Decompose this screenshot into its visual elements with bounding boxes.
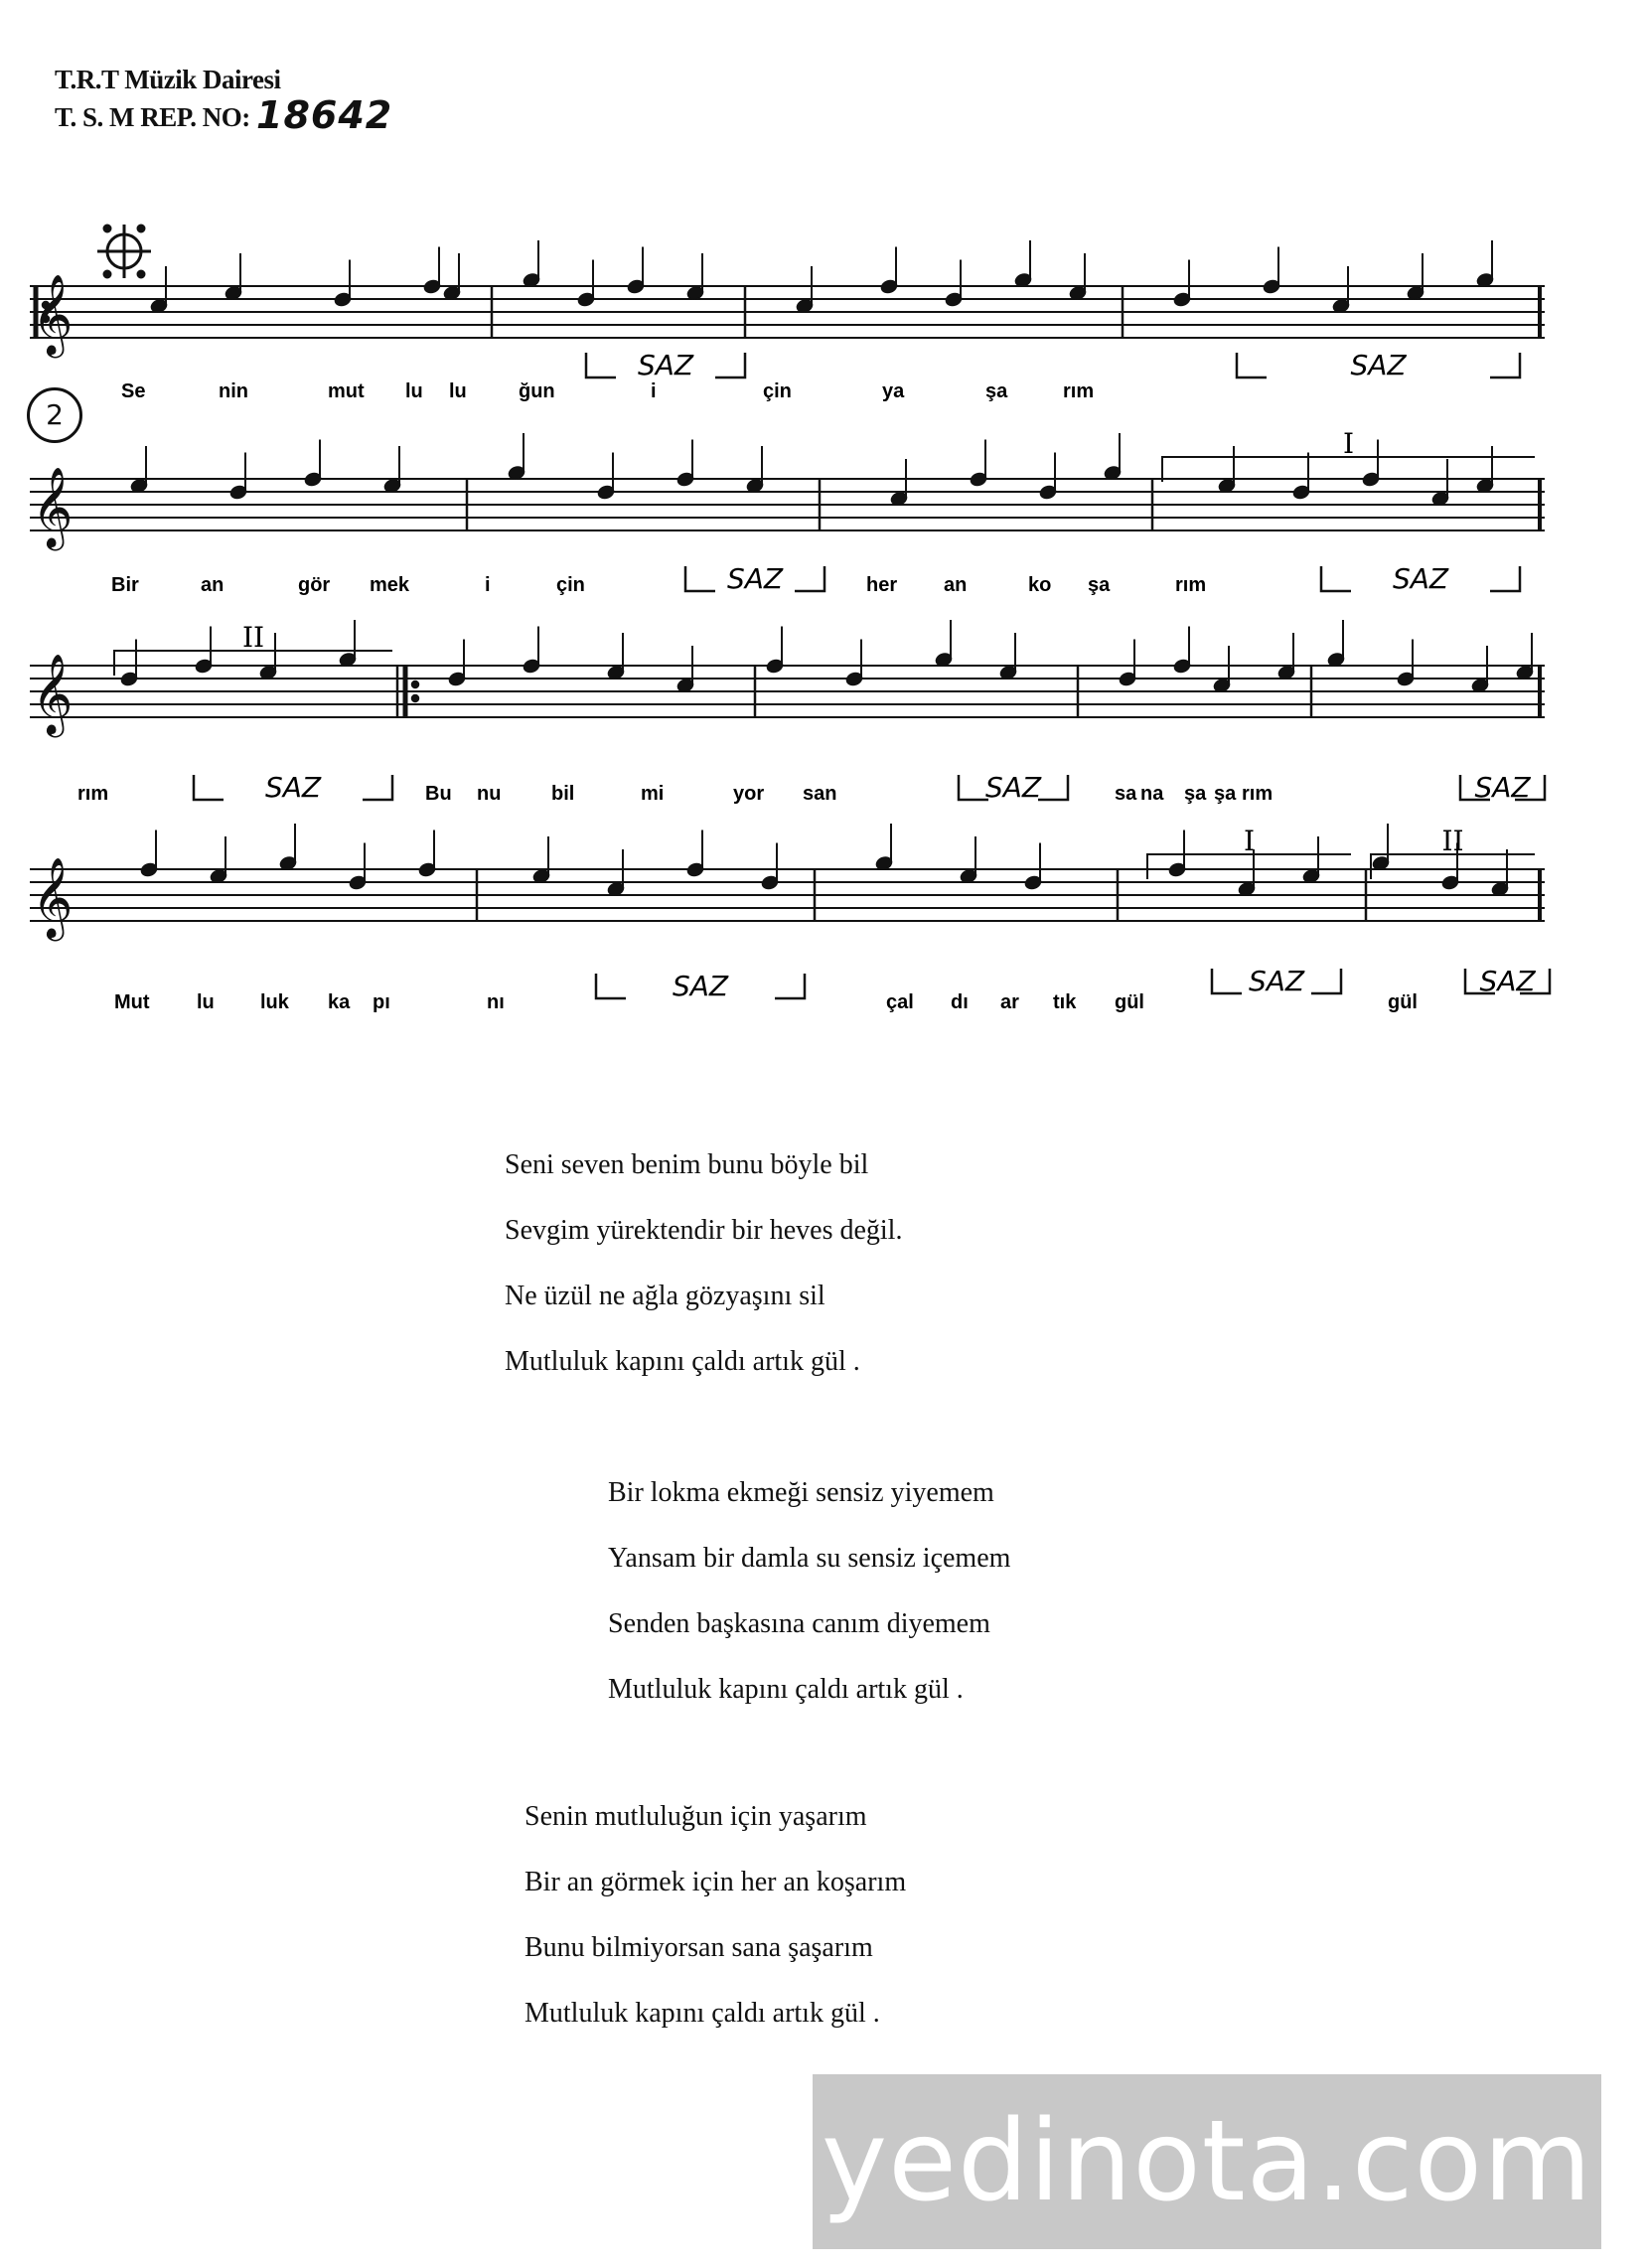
lyric-syllable: an [201, 574, 225, 596]
note [889, 459, 908, 507]
svg-text:SAZ: SAZ [637, 349, 694, 381]
lyric-syllable: Mut [114, 991, 150, 1013]
note [382, 446, 401, 494]
lyric-line: Ne üzül ne ağla gözyaşını sil [505, 1281, 825, 1311]
header-rep-line [55, 93, 393, 137]
saz-markers [114, 349, 1550, 1002]
lyric-syllable: ko [1028, 574, 1052, 596]
note [1331, 266, 1350, 314]
saz-marker [959, 771, 1068, 804]
page-number-badge: 2 [27, 387, 82, 443]
note [1212, 646, 1231, 693]
lyric-line: Sevgim yürektendir bir heves değil. [505, 1215, 903, 1246]
svg-text:SAZ: SAZ [726, 562, 784, 595]
lyric-syllable: gül [1115, 991, 1144, 1013]
saz-marker [194, 771, 392, 804]
lyric-syllable: ar [1000, 991, 1019, 1013]
note [278, 824, 297, 871]
svg-text:SAZ: SAZ [672, 970, 729, 1002]
note [596, 453, 615, 501]
note [1406, 253, 1424, 301]
lyric-line: Mutluluk kapını çaldı artık gül . [608, 1674, 964, 1705]
svg-text:I: I [1243, 825, 1256, 857]
lyrics-stanza-3 [525, 1784, 906, 2046]
note [228, 453, 247, 501]
note [1172, 260, 1191, 308]
note [522, 240, 540, 288]
header-department: T.R.T Müzik Dairesi [55, 65, 281, 94]
note [685, 253, 704, 301]
note [1023, 843, 1042, 891]
note [1430, 459, 1449, 507]
note [1013, 240, 1032, 288]
lyric-line: Senin mutluluğun için yaşarım [525, 1801, 867, 1832]
header-rep-number: 18642 [256, 93, 393, 137]
note [1103, 433, 1122, 481]
note [959, 836, 977, 884]
note [531, 836, 550, 884]
saz-marker [685, 562, 824, 595]
svg-text:II: II [1441, 825, 1464, 857]
svg-text:SAZ: SAZ [1392, 562, 1449, 595]
svg-text:SAZ: SAZ [1479, 965, 1536, 997]
svg-text:I: I [1342, 427, 1355, 460]
volta-bracket [1162, 427, 1535, 482]
note [139, 831, 158, 878]
lyric-line: Yansam bir damla su sensiz içemem [608, 1543, 1011, 1574]
lyric-syllable: dı [951, 991, 969, 1013]
note [224, 253, 242, 301]
note [1118, 640, 1136, 687]
lyric-line: Bir lokma ekmeği sensiz yiyemem [608, 1477, 994, 1508]
lyric-syllable: şa [1214, 783, 1237, 805]
document-header [55, 62, 392, 135]
note [119, 640, 138, 687]
lyric-syllable: i [485, 574, 491, 596]
svg-text:𝄞: 𝄞 [32, 273, 74, 355]
lyric-syllable: Bu [425, 783, 452, 805]
note [1217, 446, 1236, 494]
note [507, 433, 525, 481]
note [348, 843, 367, 891]
note [1291, 453, 1310, 501]
lyric-syllable: na [1140, 783, 1164, 805]
lyric-line: Senden başkasına canım diyemem [608, 1608, 990, 1639]
note [576, 260, 595, 308]
note [1301, 836, 1320, 884]
segno-sign [97, 225, 151, 278]
lyric-syllable: şa [1088, 574, 1111, 596]
svg-text:𝄞: 𝄞 [32, 653, 74, 734]
note [934, 620, 953, 668]
lyric-syllable: şa [1184, 783, 1207, 805]
lyric-syllable: bil [551, 783, 575, 805]
lyric-syllable: rım [1175, 574, 1207, 596]
lyric-syllable: san [803, 783, 837, 805]
lyric-syllable: i [651, 380, 657, 402]
note [1490, 849, 1509, 897]
lyrics-stanza-2 [608, 1460, 1010, 1723]
lyric-syllable: her [866, 574, 898, 596]
saz-marker [1212, 965, 1341, 997]
note [606, 633, 625, 680]
saz-marker [596, 970, 805, 1002]
note [675, 646, 694, 693]
saz-marker [1321, 562, 1520, 595]
lyric-syllable: ka [328, 991, 351, 1013]
lyric-syllable: mi [641, 783, 665, 805]
note [149, 266, 168, 314]
lyric-syllable: nin [219, 380, 248, 402]
note [795, 266, 814, 314]
lyric-line: Bir an görmek için her an koşarım [525, 1867, 907, 1897]
note [969, 440, 987, 488]
note [333, 260, 352, 308]
note [844, 640, 863, 687]
lyric-syllable: mek [370, 574, 410, 596]
note [1475, 446, 1494, 494]
volta-bracket [114, 621, 392, 676]
note [765, 627, 784, 675]
saz-marker [1460, 771, 1545, 804]
svg-text:SAZ: SAZ [264, 771, 322, 804]
note [874, 824, 893, 871]
note [1038, 453, 1057, 501]
note [1262, 247, 1280, 295]
lyric-syllable: rım [1063, 380, 1095, 402]
svg-text:SAZ: SAZ [1248, 965, 1305, 997]
header-rep-label: T. S. M REP. NO: [55, 102, 250, 132]
note [129, 446, 148, 494]
lyric-line: Bunu bilmiyorsan sana şaşarım [525, 1932, 873, 1963]
note [1361, 440, 1380, 488]
note [685, 831, 704, 878]
note [944, 260, 963, 308]
note [675, 440, 694, 488]
lyric-syllable: çin [556, 574, 585, 596]
lyric-line: Mutluluk kapını çaldı artık gül . [505, 1346, 860, 1377]
saz-marker [1237, 349, 1520, 381]
note [1396, 640, 1415, 687]
note [998, 633, 1017, 680]
lyric-syllable: nı [487, 991, 505, 1013]
lyric-syllable: Bir [111, 574, 139, 596]
note [447, 640, 466, 687]
note [1371, 824, 1390, 871]
lyric-syllable: tık [1053, 991, 1077, 1013]
lyrics-stanza-1 [505, 1133, 902, 1395]
note [1470, 646, 1489, 693]
note [209, 836, 227, 884]
note [338, 620, 357, 668]
lyric-syllable: rım [77, 783, 109, 805]
note [422, 247, 441, 295]
note [303, 440, 322, 488]
lyric-syllable: çin [763, 380, 792, 402]
lyric-syllable: pı [373, 991, 390, 1013]
note [417, 831, 436, 878]
note [745, 446, 764, 494]
lyric-syllable: Se [121, 380, 146, 402]
note [1068, 253, 1087, 301]
lyric-syllable: luk [260, 991, 289, 1013]
lyric-syllable: nu [477, 783, 502, 805]
saz-marker [1465, 965, 1550, 997]
note [606, 849, 625, 897]
lyric-line: Seni seven benim bunu böyle bil [505, 1149, 869, 1180]
note [760, 843, 779, 891]
svg-text:𝄞: 𝄞 [32, 466, 74, 547]
note [879, 247, 898, 295]
note [626, 247, 645, 295]
lyric-syllable: şa [985, 380, 1008, 402]
svg-text:𝄞: 𝄞 [32, 856, 74, 938]
note [442, 253, 461, 301]
lyric-line: Mutluluk kapını çaldı artık gül . [525, 1998, 880, 2029]
note [1475, 240, 1494, 288]
lyric-syllable: an [944, 574, 968, 596]
note [1172, 627, 1191, 675]
lyric-syllable: rım [1242, 783, 1274, 805]
note [1276, 633, 1295, 680]
treble-clefs [32, 273, 73, 941]
lyric-syllable: lu [449, 380, 467, 402]
lyric-syllable: lu [405, 380, 423, 402]
lyric-syllable: mut [328, 380, 365, 402]
volta-bracket [1371, 825, 1535, 879]
note [1326, 620, 1345, 668]
lyric-syllable: sa [1115, 783, 1137, 805]
watermark: yedinota.com [813, 2074, 1601, 2249]
svg-text:II: II [241, 621, 265, 654]
lyric-syllable: ğun [519, 380, 555, 402]
note [522, 627, 540, 675]
lyric-syllable: çal [886, 991, 914, 1013]
lyric-syllables [77, 380, 1418, 1013]
svg-text:SAZ: SAZ [984, 771, 1042, 804]
lyric-syllable: lu [197, 991, 215, 1013]
lyric-syllable: yor [733, 783, 765, 805]
lyric-syllable: gör [298, 574, 331, 596]
lyric-syllable: gül [1388, 991, 1418, 1013]
lyric-syllable: ya [882, 380, 905, 402]
svg-text:SAZ: SAZ [1350, 349, 1407, 381]
svg-text:SAZ: SAZ [1474, 771, 1531, 804]
note [1515, 633, 1534, 680]
music-score [0, 199, 1649, 1073]
saz-marker [586, 349, 745, 381]
